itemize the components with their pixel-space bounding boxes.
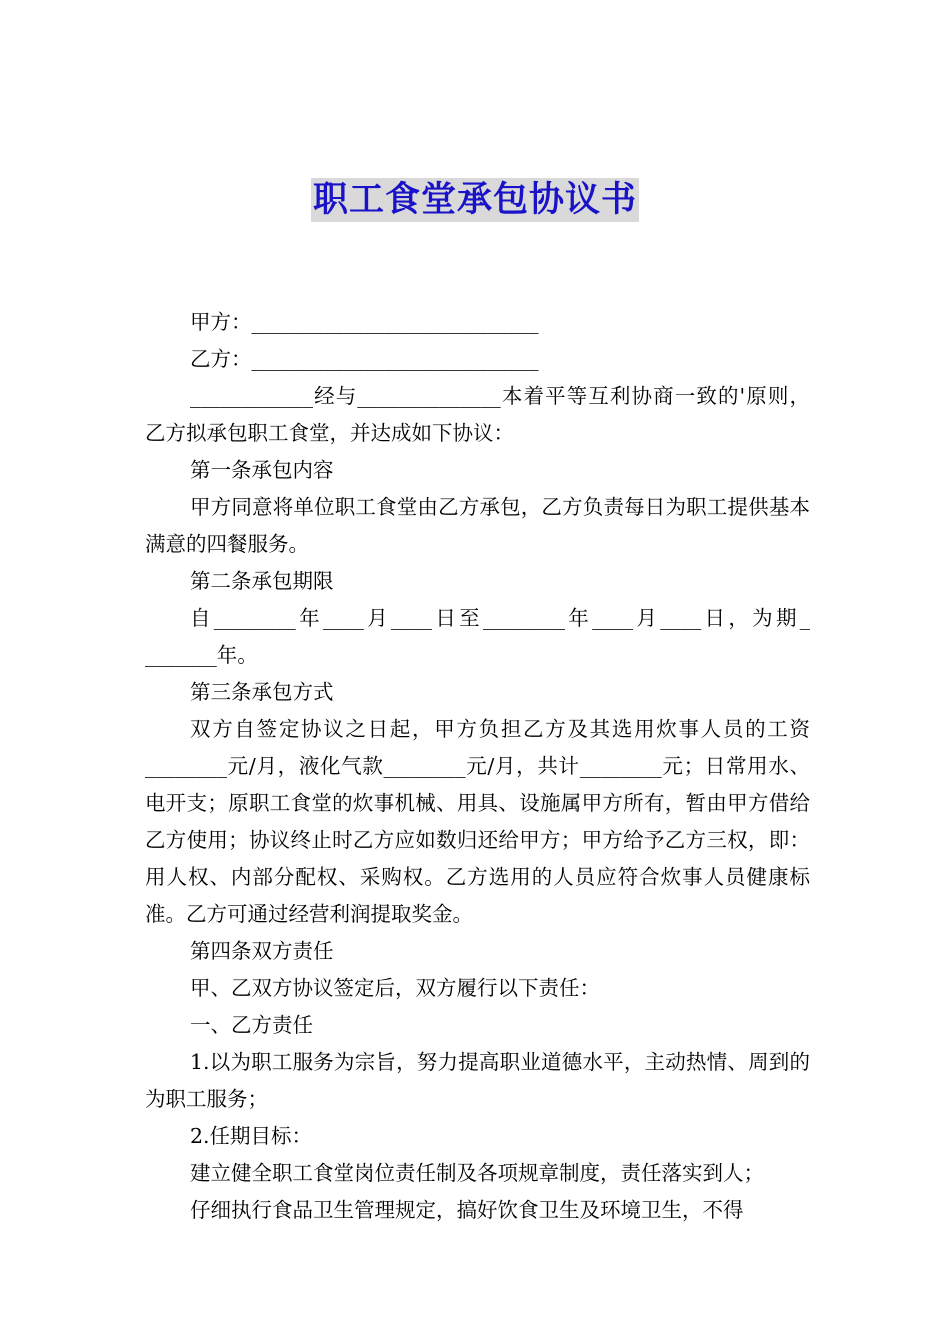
article-1-text: 甲方同意将单位职工食堂由乙方承包，乙方负责每日为职工提供基本满意的四餐服务。 xyxy=(145,495,810,556)
article-4-intro: 甲、乙双方协议签定后，双方履行以下责任： xyxy=(190,976,600,1000)
document-body xyxy=(145,304,810,1229)
article-1-heading: 第一条承包内容 xyxy=(190,458,334,482)
article-4-heading: 第四条双方责任 xyxy=(190,939,334,963)
article-2-heading: 第二条承包期限 xyxy=(190,569,334,593)
document-title: 职工食堂承包协议书 xyxy=(312,180,637,220)
party-a-line: 甲方：____________________________ xyxy=(190,310,539,334)
preamble-paragraph: ____________经与______________本着平等互利协商一致的'原则，乙方拟承包职工食堂，并达成如下协议： xyxy=(145,384,810,445)
party-b-line: 乙方：____________________________ xyxy=(190,347,539,371)
duty-item-1: 1.以为职工服务为宗旨，努力提高职业道德水平，主动热情、周到的为职工服务； xyxy=(145,1050,810,1111)
document-title-block xyxy=(0,178,950,222)
duty-target-1: 建立健全职工食堂岗位责任制及各项规章制度，责任落实到人； xyxy=(190,1161,764,1185)
article-2-text: 自________年____月____日至________年____月____日，为期_ _______年。 xyxy=(145,606,810,667)
article-3-text: 双方自签定协议之日起，甲方负担乙方及其选用炊事人员的工资________元/月，液化气款________元/月，共计________元；日常用水、电开支；原职工食堂的炊事机械、用具、设施属甲方所有，暂由甲方借给乙方使用；协议终止时乙方应如数归还给甲方；甲方给予乙方三权，即：用人权、内部分配权、采购权。乙方选用的人员应符合炊事人员健康标准。乙方可通过经营利润提取奖金。 xyxy=(145,717,810,926)
article-3-heading: 第三条承包方式 xyxy=(190,680,334,704)
duty-item-2: 2.任期目标： xyxy=(190,1124,313,1148)
duty-target-2: 仔细执行食品卫生管理规定，搞好饮食卫生及环境卫生，不得 xyxy=(190,1198,744,1222)
party-b-duties-heading: 一、乙方责任 xyxy=(190,1013,313,1037)
